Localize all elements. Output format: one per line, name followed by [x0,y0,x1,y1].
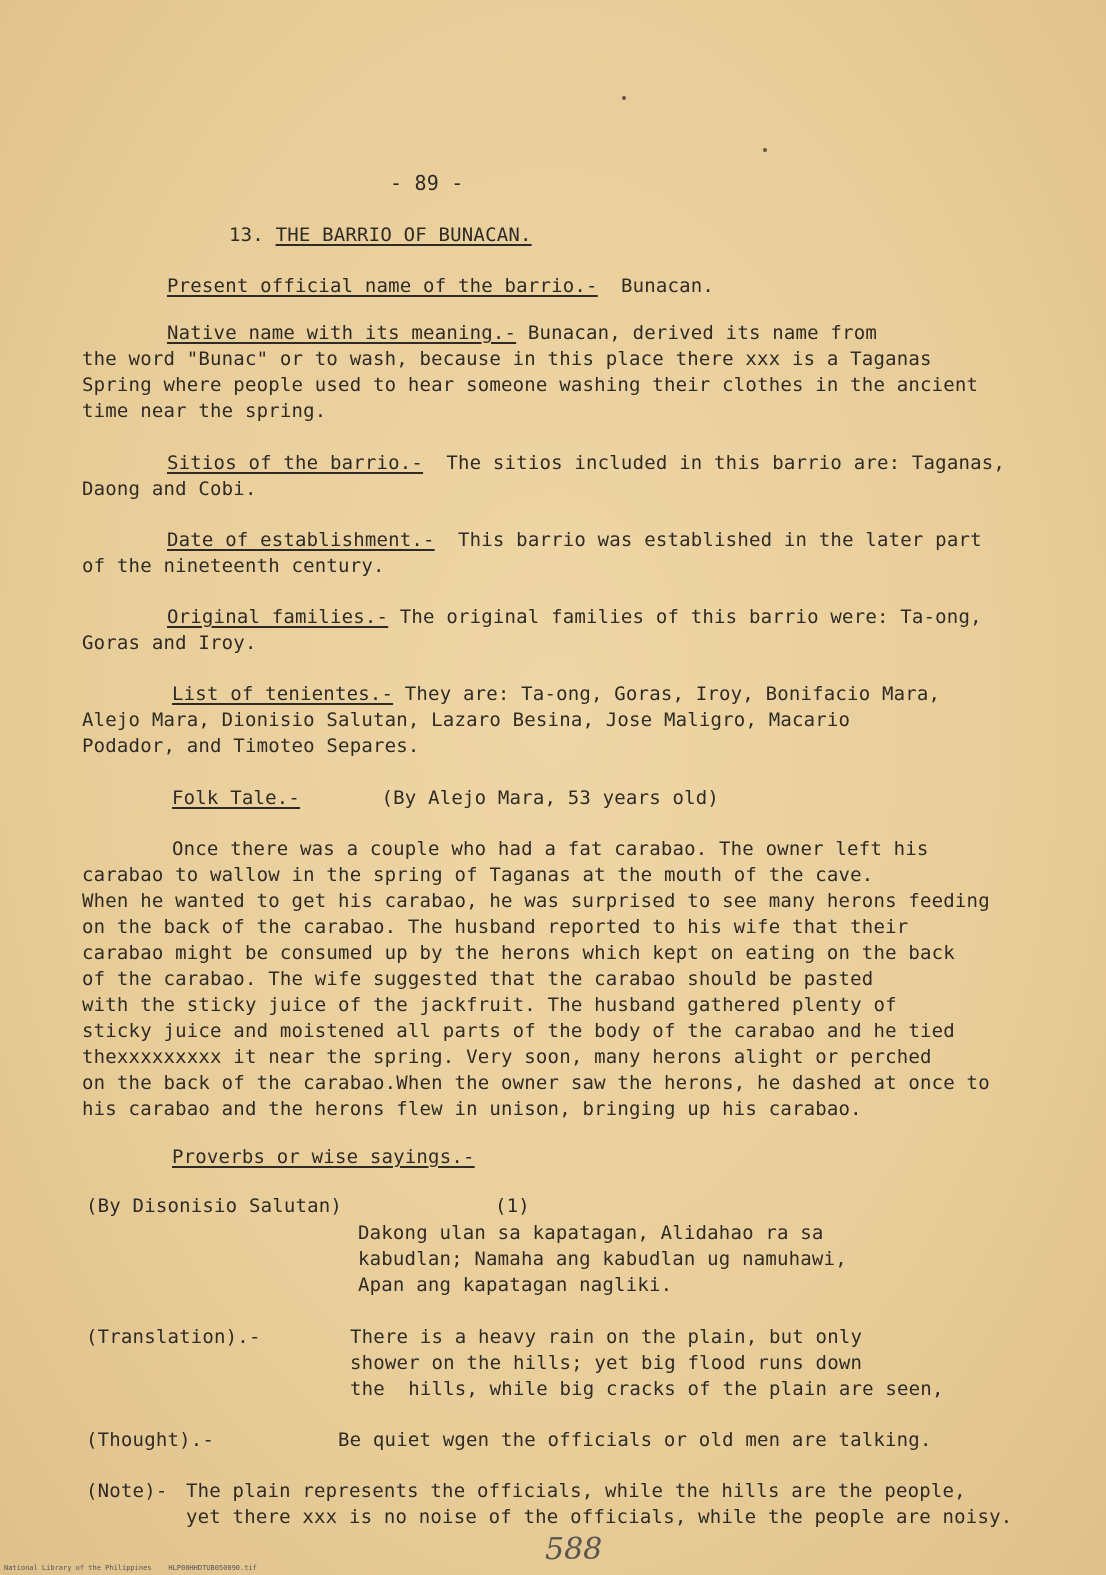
establishment-line: of the nineteenth century. [82,555,385,577]
families-line: Goras and Iroy. [82,632,257,654]
heading-number: 13. [229,224,264,246]
heading-title: THE BARRIO OF BUNACAN. [275,224,532,246]
establishment-line: This barrio was established in the later part [457,529,982,551]
archive-footer: National Library of the Philippines HLP00HHDTUB050090.tif [4,1564,257,1572]
native-name-row [167,320,877,346]
establishment-label: Date of establishment.- [167,529,435,551]
native-name-label: Native name with its meaning.- [167,322,517,344]
families-line: The original families of this barrio were: Ta-ong, [399,606,982,628]
folk-tale-line: carabao to wallow in the spring of Taganas at the mouth of the cave. [82,864,874,886]
folk-tale-byline: (By Alejo Mara, 53 years old) [381,787,720,809]
note-label: (Note)- [86,1480,168,1502]
translation-line: the hills, while big cracks of the plain are seen, [350,1378,944,1400]
official-name-row [167,273,714,299]
folk-tale-line: his carabao and the herons flew in unison, bringing up his carabao. [82,1098,862,1120]
families-label: Original families.- [167,606,389,628]
folk-tale-line: When he wanted to get his carabao, he was surprised to see many herons feeding [82,890,990,912]
proverb-verse-line: Apan ang kapatagan nagliki. [358,1274,673,1296]
translation-line: There is a heavy rain on the plain, but only [350,1326,863,1348]
handwritten-page-number: 588 [545,1532,603,1567]
official-name-label: Present official name of the barrio.- [167,275,598,297]
note-line: The plain represents the officials, while the hills are the people, [186,1480,966,1502]
official-name-value: Bunacan. [620,275,715,297]
note-line: yet there xxx is no noise of the officials, while the people are noisy. [186,1506,1013,1528]
sitios-line: Daong and Cobi. [82,478,257,500]
folk-tale-line: carabao might be consumed up by the herons which kept on eating on the back [82,942,955,964]
sitios-label: Sitios of the barrio.- [167,452,424,474]
speck [622,96,626,100]
folk-tale-line: with the sticky juice of the jackfruit. The husband gathered plenty of [82,994,897,1016]
establishment-row [167,527,982,553]
folk-tale-line: sticky juice and moistened all parts of the body of the carabao and he tied [82,1020,955,1042]
tenientes-line: Podador, and Timoteo Separes. [82,735,420,757]
proverbs-by: (By Disonisio Salutan) [86,1195,343,1217]
folk-tale-line: Once there was a couple who had a fat carabao. The owner left his [172,838,929,860]
native-name-line: the word "Bunac" or to wash, because in this place there xxx is a Taganas [82,348,932,370]
native-name-line: time near the spring. [82,400,327,422]
families-row [167,604,982,630]
folk-tale-line: of the carabao. The wife suggested that the carabao should be pasted [82,968,874,990]
proverb-number: (1) [495,1195,530,1217]
folk-tale-row [172,785,719,811]
thought-label: (Thought).- [86,1429,215,1451]
folk-tale-line: thexxxxxxxxx it near the spring. Very soon, many herons alight or perched [82,1046,932,1068]
tenientes-line: Alejo Mara, Dionisio Salutan, Lazaro Besina, Jose Maligro, Macario [82,709,851,731]
translation-label: (Translation).- [86,1326,261,1348]
tenientes-label: List of tenientes.- [172,683,394,705]
native-name-line: Spring where people used to hear someone washing their clothes in the ancient [82,374,979,396]
sitios-line: The sitios included in this barrio are: Taganas, [446,452,1006,474]
section-heading [229,222,532,248]
tenientes-line: They are: Ta-ong, Goras, Iroy, Bonifacio Mara, [404,683,941,705]
folk-tale-line: on the back of the carabao.When the owner saw the herons, he dashed at once to [82,1072,990,1094]
proverb-verse-line: Dakong ulan sa kapatagan, Alidahao ra sa [358,1222,824,1244]
proverbs-label: Proverbs or wise sayings.- [172,1146,475,1168]
thought-text: Be quiet wgen the officials or old men are talking. [338,1429,932,1451]
page-number: - 89 - [390,171,464,195]
folk-tale-line: on the back of the carabao. The husband reported to his wife that their [82,916,909,938]
folk-tale-label: Folk Tale.- [172,787,301,809]
native-name-line: Bunacan, derived its name from [527,322,877,344]
translation-line: shower on the hills; yet big flood runs down [350,1352,863,1374]
tenientes-row [172,681,940,707]
sitios-row [167,450,1005,476]
speck [763,148,767,152]
proverb-verse-line: kabudlan; Namaha ang kabudlan ug namuhawi, [358,1248,847,1270]
